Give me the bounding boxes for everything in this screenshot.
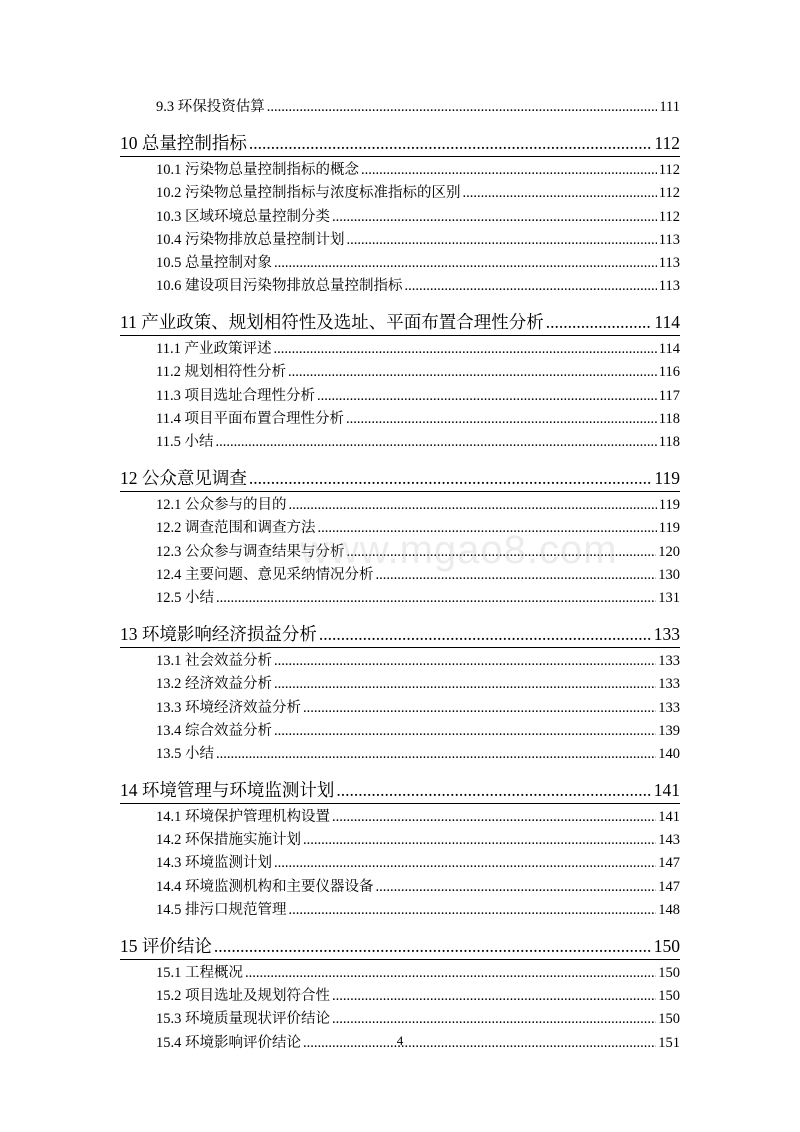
dot-leader (361, 159, 657, 182)
toc-entry-page: 150 (658, 988, 680, 1005)
toc-entry-title: 11.3 项目选址合理性分析 (156, 387, 315, 404)
toc-entry-title: 12.3 公众参与调查结果与分析 (156, 543, 345, 560)
toc-entry-title: 12.5 小结 (156, 589, 214, 606)
toc-entry-page: 118 (658, 434, 680, 451)
toc-section-entry[interactable] (120, 229, 680, 252)
toc-entry-title: 14 环境管理与环境监测计划 (120, 780, 335, 801)
dot-leader (216, 587, 656, 610)
toc-entry-page: 141 (653, 780, 680, 801)
toc-section-entry[interactable] (120, 182, 680, 205)
toc-entry-page: 112 (658, 185, 680, 202)
toc-entry-title: 14.3 环境监测计划 (156, 855, 272, 872)
toc-entry-page: 114 (654, 312, 680, 333)
toc-section-entry[interactable] (120, 876, 680, 899)
dot-leader (245, 962, 656, 985)
toc-section-entry[interactable] (120, 96, 680, 119)
dot-leader (546, 309, 653, 335)
dot-leader (332, 206, 657, 229)
toc-entry-title: 10.6 建设项目污染物排放总量控制指标 (156, 278, 403, 295)
dot-leader (405, 275, 657, 298)
dot-leader (273, 338, 656, 361)
toc-entry-page: 113 (658, 254, 680, 271)
table-of-contents (120, 96, 680, 1055)
dot-leader (463, 182, 657, 205)
chapter-divider (120, 335, 680, 336)
toc-entry-title: 13.2 经济效益分析 (156, 676, 272, 693)
toc-entry-title: 13 环境影响经济损益分析 (120, 624, 317, 645)
toc-section-entry[interactable] (120, 743, 680, 766)
toc-section-entry[interactable] (120, 431, 680, 454)
toc-entry-title: 14.4 环境监测机构和主要仪器设备 (156, 878, 374, 895)
toc-section-entry[interactable] (120, 806, 680, 829)
toc-section-entry[interactable] (120, 962, 680, 985)
toc-entry-title: 13.4 综合效益分析 (156, 722, 272, 739)
toc-section-entry[interactable] (120, 494, 680, 517)
toc-entry-page: 141 (658, 809, 680, 826)
dot-leader (289, 494, 657, 517)
dot-leader (249, 130, 653, 156)
chapter-divider (120, 491, 680, 492)
toc-entry-title: 15.4 环境影响评价结论 (156, 1034, 301, 1051)
dot-leader (216, 743, 656, 766)
toc-entry-page: 112 (654, 133, 680, 154)
toc-entry-title: 12.4 主要问题、意见采纳情况分析 (156, 566, 374, 583)
toc-entry-page: 150 (658, 965, 680, 982)
toc-chapter-entry[interactable] (120, 130, 680, 156)
toc-section-entry[interactable] (120, 720, 680, 743)
toc-section-entry[interactable] (120, 252, 680, 275)
toc-section-entry[interactable] (120, 673, 680, 696)
toc-entry-title: 13.3 环境经济效益分析 (156, 699, 301, 716)
toc-entry-title: 10 总量控制指标 (120, 133, 247, 154)
dot-leader (332, 1008, 656, 1031)
toc-entry-page: 112 (658, 162, 680, 179)
toc-entry-page: 117 (658, 387, 680, 404)
toc-entry-page: 118 (658, 410, 680, 427)
page-number: 4 (396, 1033, 404, 1048)
dot-leader (288, 361, 657, 384)
dot-leader (376, 876, 657, 899)
dot-leader (303, 697, 656, 720)
toc-entry-page: 112 (658, 208, 680, 225)
toc-section-entry[interactable] (120, 1008, 680, 1031)
dot-leader (214, 933, 652, 959)
dot-leader (215, 431, 656, 454)
dot-leader (274, 252, 657, 275)
toc-entry-title: 15.2 项目选址及规划符合性 (156, 988, 330, 1005)
dot-leader (336, 777, 651, 803)
dot-leader (303, 829, 656, 852)
toc-section-entry[interactable] (120, 697, 680, 720)
toc-chapter-entry[interactable] (120, 309, 680, 335)
dot-leader (267, 96, 658, 119)
chapter-divider (120, 647, 680, 648)
dot-leader (274, 650, 656, 673)
toc-entry-page: 133 (658, 699, 680, 716)
toc-entry-page: 130 (658, 566, 680, 583)
watermark: www.mgao8.com (300, 528, 618, 572)
toc-entry-title: 10.1 污染物总量控制指标的概念 (156, 162, 359, 179)
toc-entry-page: 148 (658, 901, 680, 918)
toc-entry-title: 14.5 排污口规范管理 (156, 901, 287, 918)
toc-entry-title: 10.3 区域环境总量控制分类 (156, 208, 330, 225)
toc-entry-title: 12.1 公众参与的目的 (156, 497, 287, 514)
toc-entry-page: 116 (658, 364, 680, 381)
toc-section-entry[interactable] (120, 899, 680, 922)
dot-leader (274, 720, 656, 743)
toc-section-entry[interactable] (120, 650, 680, 673)
toc-entry-title: 11.5 小结 (156, 434, 214, 451)
toc-entry-title: 10.2 污染物总量控制指标与浓度标准指标的区别 (156, 185, 461, 202)
dot-leader (274, 852, 656, 875)
toc-entry-title: 13.5 小结 (156, 745, 214, 762)
toc-entry-title: 9.3 环保投资估算 (156, 98, 265, 115)
dot-leader (249, 465, 653, 491)
toc-entry-title: 11.1 产业政策评述 (156, 341, 272, 358)
toc-section-entry[interactable] (120, 408, 680, 431)
dot-leader (274, 673, 656, 696)
toc-chapter-entry[interactable] (120, 621, 680, 647)
toc-section-entry[interactable] (120, 385, 680, 408)
toc-entry-title: 13.1 社会效益分析 (156, 653, 272, 670)
chapter-divider (120, 803, 680, 804)
toc-entry-page: 133 (653, 624, 680, 645)
toc-entry-title: 11.4 项目平面布置合理性分析 (156, 410, 344, 427)
toc-entry-page: 131 (658, 589, 680, 606)
toc-entry-page: 114 (658, 341, 680, 358)
toc-entry-title: 12.2 调查范围和调查方法 (156, 520, 316, 537)
toc-section-entry[interactable] (120, 159, 680, 182)
toc-entry-title: 14.2 环保措施实施计划 (156, 832, 301, 849)
toc-entry-page: 150 (653, 936, 680, 957)
toc-entry-page: 120 (658, 543, 680, 560)
dot-leader (346, 408, 657, 431)
dot-leader (317, 385, 657, 408)
toc-section-entry[interactable] (120, 362, 680, 385)
toc-section-entry[interactable] (120, 853, 680, 876)
toc-section-entry[interactable] (120, 338, 680, 361)
dot-leader (319, 621, 652, 647)
toc-entry-title: 15 评价结论 (120, 936, 212, 957)
toc-entry-title: 11.2 规划相符性分析 (156, 364, 286, 381)
toc-section-entry[interactable] (120, 587, 680, 610)
toc-entry-page: 143 (658, 832, 680, 849)
toc-entry-page: 119 (658, 520, 680, 537)
toc-entry-page: 113 (658, 278, 680, 295)
toc-section-entry[interactable] (120, 829, 680, 852)
toc-entry-page: 139 (658, 722, 680, 739)
toc-entry-page: 119 (654, 468, 680, 489)
toc-entry-title: 14.1 环境保护管理机构设置 (156, 809, 330, 826)
chapter-divider (120, 156, 680, 157)
toc-entry-page: 150 (658, 1011, 680, 1028)
toc-chapter-entry[interactable] (120, 465, 680, 491)
toc-entry-title: 10.4 污染物排放总量控制计划 (156, 231, 345, 248)
chapter-divider (120, 959, 680, 960)
dot-leader (332, 806, 656, 829)
toc-entry-page: 147 (658, 855, 680, 872)
dot-leader (289, 899, 657, 922)
toc-section-entry[interactable] (120, 985, 680, 1008)
toc-entry-page: 133 (658, 653, 680, 670)
toc-section-entry[interactable] (120, 275, 680, 298)
toc-entry-title: 10.5 总量控制对象 (156, 254, 272, 271)
toc-entry-page: 133 (658, 676, 680, 693)
toc-chapter-entry[interactable] (120, 933, 680, 959)
toc-entry-page: 140 (658, 745, 680, 762)
toc-entry-title: 11 产业政策、规划相符性及选址、平面布置合理性分析 (120, 312, 544, 333)
toc-chapter-entry[interactable] (120, 777, 680, 803)
toc-entry-title: 15.1 工程概况 (156, 965, 243, 982)
toc-entry-title: 15.3 环境质量现状评价结论 (156, 1011, 330, 1028)
dot-leader (332, 985, 656, 1008)
dot-leader (347, 229, 657, 252)
toc-entry-page: 113 (658, 231, 680, 248)
toc-entry-title: 12 公众意见调查 (120, 468, 247, 489)
toc-entry-page: 111 (659, 98, 680, 115)
toc-entry-page: 151 (658, 1034, 680, 1051)
toc-entry-page: 119 (658, 497, 680, 514)
toc-entry-page: 147 (658, 878, 680, 895)
toc-section-entry[interactable] (120, 206, 680, 229)
